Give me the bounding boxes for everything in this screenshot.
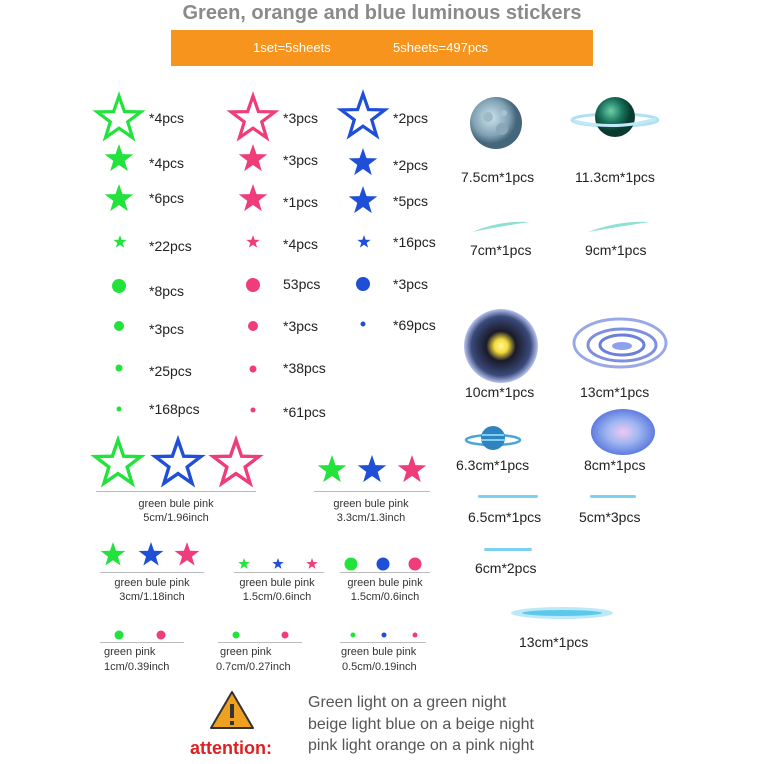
green-count-label: *22pcs [149,238,192,254]
pink-dot-icon [249,365,257,373]
pink-count-label: *1pcs [283,194,319,210]
meteor-size-label: 7cm*1pcs [470,242,532,258]
light-streak-size-label: 6cm*2pcs [475,560,537,576]
sun-size-label: 10cm*1pcs [465,384,535,400]
pink-dot-icon [245,277,261,293]
blue-count-label: *2pcs [393,110,429,126]
green-count-label: *25pcs [149,363,192,379]
light-streak-icon [484,547,532,553]
pink-count-label: 53pcs [283,276,321,292]
size-colors-label: green bule pink [347,577,423,589]
blue-small-star-icon [357,235,371,249]
divider [100,642,184,643]
pink-star-icon [397,455,427,485]
size-dimension-label: 0.5cm/0.19inch [342,661,417,673]
banner-sheets-text: 5sheets=497pcs [393,40,489,55]
attention-label: attention: [190,738,272,758]
pink-star-icon [174,542,200,568]
page-title: Green, orange and blue luminous stickers [182,2,582,24]
blue-dot-icon [360,321,366,327]
size-colors-label: green bule pink [114,577,190,589]
green-small-star-icon [238,558,250,570]
divider [218,642,302,643]
pink-dot-icon [281,631,289,639]
size-dimension-label: 0.7cm/0.27inch [216,661,291,673]
pink-count-label: *3pcs [283,152,319,168]
pink-star-icon [238,184,268,214]
size-dimension-label: 5cm/1.96inch [143,512,209,524]
pink-count-label: *61pcs [283,404,326,420]
meteor-icon [470,218,532,236]
green-count-label: *168pcs [149,401,200,417]
divider [234,572,324,573]
blue-star-icon [348,186,378,216]
pink-small-star-icon [306,558,318,570]
moon-icon [468,95,524,151]
size-dimension-label: 1cm/0.39inch [104,661,170,673]
size-dimension-label: 3cm/1.18inch [119,591,185,603]
spiral-galaxy-size-label: 13cm*1pcs [580,384,650,400]
pink-star-icon [238,144,268,174]
size-colors-label: green pink [220,646,272,658]
divider [314,491,430,492]
size-colors-label: green pink [104,646,156,658]
green-dot-icon [115,364,123,372]
galaxy-size-label: 13cm*1pcs [519,634,589,650]
green-small-star-icon [113,235,127,249]
pink-dot-icon [156,630,166,640]
pink-count-label: *3pcs [283,318,319,334]
pink-dot-icon [408,557,422,571]
ringed-planet-size-label: 11.3cm*1pcs [575,169,655,185]
green-dot-icon [344,557,358,571]
ringed-planet-icon [570,95,660,145]
blue-dot-icon [381,632,387,638]
nebula-icon [590,408,656,456]
size-colors-label: green bule pink [341,646,417,658]
green-count-label: *3pcs [149,321,185,337]
green-star-icon [104,184,134,214]
pink-count-label: *4pcs [283,236,319,252]
pink-dot-icon [250,407,256,413]
divider [340,642,426,643]
green-count-label: *6pcs [149,190,185,206]
pink-star-outline-icon [212,440,260,488]
banner-set-text: 1set=5sheets [253,40,331,55]
meteor-icon [586,218,652,236]
blue-count-label: *5pcs [393,193,429,209]
divider [100,572,204,573]
divider [340,572,430,573]
sun-icon [463,308,539,384]
blue-dot-icon [355,276,371,292]
green-dot-icon [232,631,240,639]
blue-star-outline-icon [340,94,386,140]
blue-count-label: *3pcs [393,276,429,292]
blue-dot-icon [376,557,390,571]
light-streak-icon [590,494,636,500]
size-dimension-label: 1.5cm/0.6inch [350,591,420,603]
meteor-size-label: 9cm*1pcs [585,242,647,258]
blue-star-icon [348,148,378,178]
green-star-icon [317,455,347,485]
green-count-label: *4pcs [149,110,185,126]
size-dimension-label: 1.5cm/0.6inch [242,591,312,603]
green-star-outline-icon [96,96,142,142]
spiral-galaxy-icon [572,315,668,371]
nebula-size-label: 8cm*1pcs [584,457,646,473]
blue-star-icon [357,455,387,485]
attention-line-2: beige light blue on a beige night [308,716,534,733]
pink-dot-icon [412,632,418,638]
green-dot-icon [114,630,124,640]
pink-count-label: *38pcs [283,360,326,376]
light-streak-size-label: 5cm*3pcs [579,509,641,525]
green-star-icon [104,144,134,174]
size-colors-label: green bule pink [138,498,214,510]
warning-icon [210,690,254,730]
pink-count-label: *3pcs [283,110,319,126]
pink-star-outline-icon [230,96,276,142]
blue-count-label: *2pcs [393,157,429,173]
size-colors-label: green bule pink [239,577,315,589]
galaxy-streak-icon [510,604,614,622]
pink-dot-icon [247,320,259,332]
size-colors-label: green bule pink [333,498,409,510]
blue-small-star-icon [272,558,284,570]
green-count-label: *8pcs [149,283,185,299]
blue-count-label: *69pcs [393,317,436,333]
green-dot-icon [113,320,125,332]
saturn-size-label: 6.3cm*1pcs [456,457,530,473]
attention-line-3: pink light orange on a pink night [308,737,534,754]
green-dot-icon [350,632,356,638]
green-dot-icon [111,278,127,294]
green-star-outline-icon [94,440,142,488]
green-dot-icon [116,406,122,412]
moon-size-label: 7.5cm*1pcs [461,169,535,185]
attention-line-1: Green light on a green night [308,694,507,711]
green-count-label: *4pcs [149,155,185,171]
blue-count-label: *16pcs [393,234,436,250]
saturn-icon [464,422,522,456]
light-streak-icon [478,494,538,500]
blue-star-icon [138,542,164,568]
size-dimension-label: 3.3cm/1.3inch [336,512,406,524]
set-info-banner [171,30,593,66]
divider [96,491,256,492]
green-star-icon [100,542,126,568]
light-streak-size-label: 6.5cm*1pcs [468,509,542,525]
pink-small-star-icon [246,235,260,249]
blue-star-outline-icon [154,440,202,488]
